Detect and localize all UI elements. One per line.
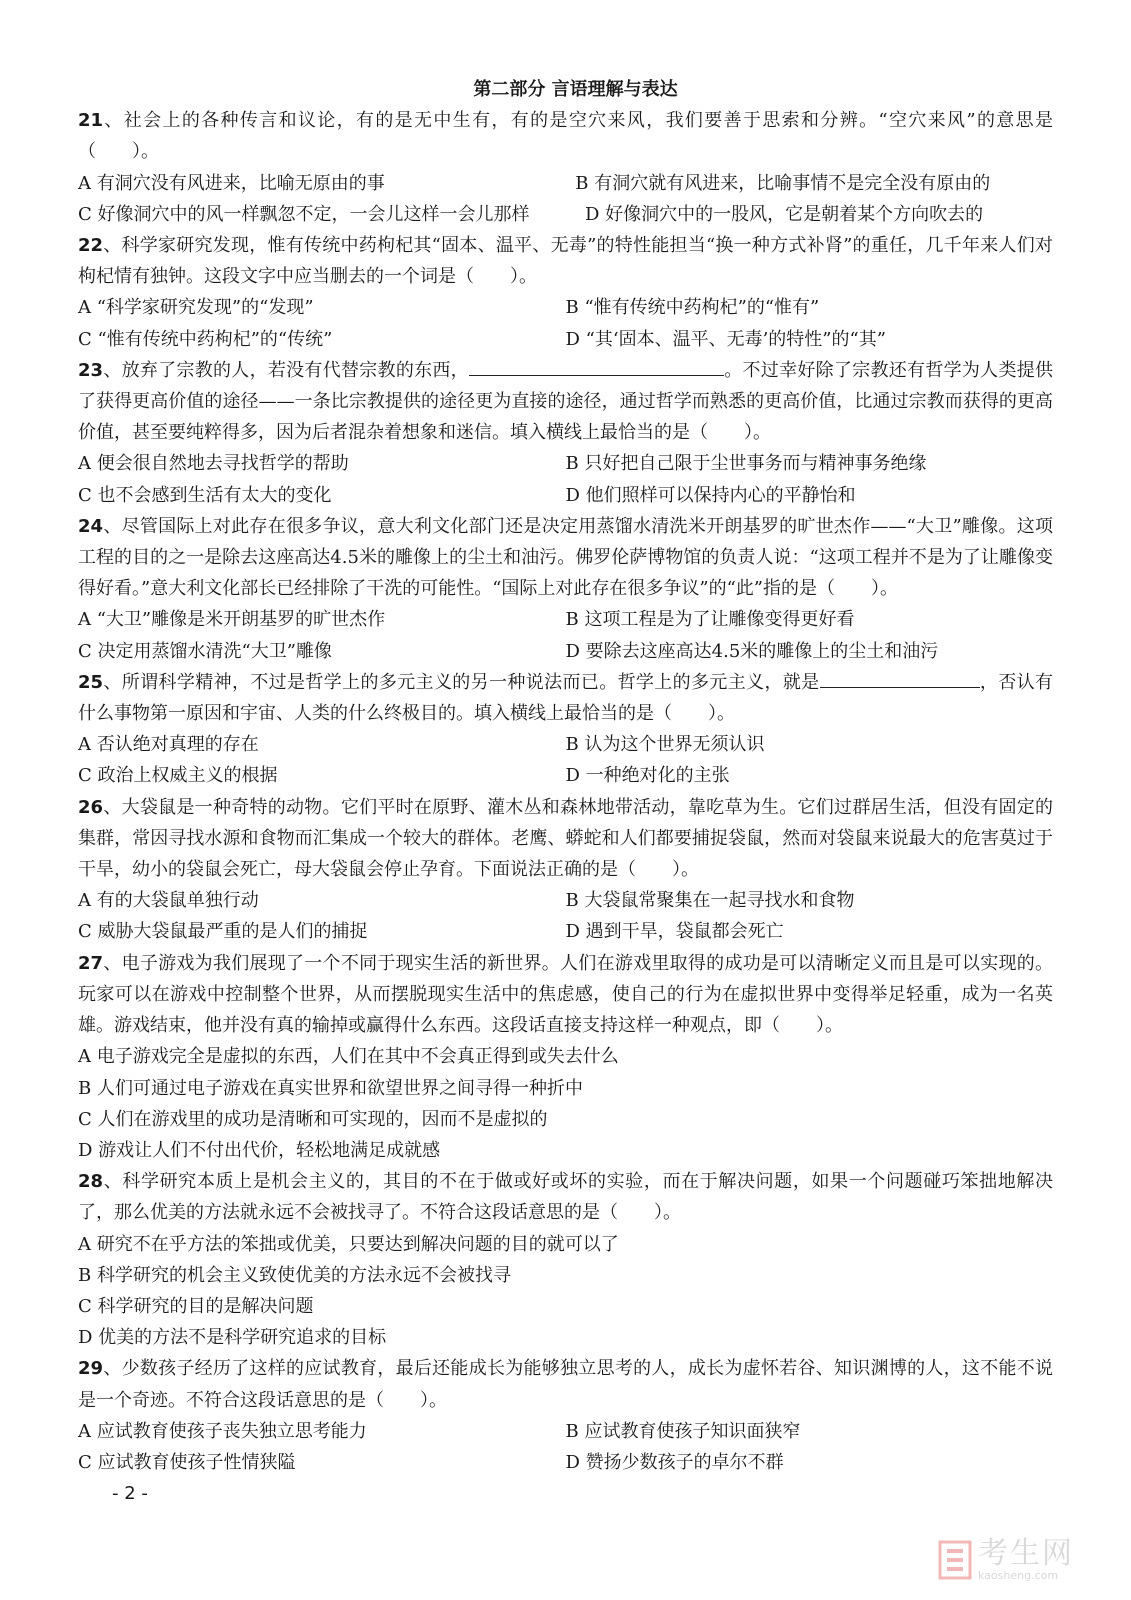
question-stem xyxy=(78,355,1053,449)
option-a[interactable]: A 应试教育使孩子丧失独立思考能力 xyxy=(78,1420,367,1442)
option-c[interactable]: C “惟有传统中药枸杞”的“传统” xyxy=(78,328,333,350)
option-b[interactable]: B 认为这个世界无须认识 xyxy=(565,734,765,756)
stem-text: 、电子游戏为我们展现了一个不同于现实生活的新世界。人们在游戏里取得的成功是可以清晰定义而且是可以实现的。玩家可以在游戏中控制整个世界，从而摆脱现实生活中的焦虑感，使自己的行为在虚拟世界中变得举足轻重，成为一名英雄。游戏结束，他并没有真的输掉或赢得什么东西。这段话直接支持这样一种观点，即（ ）。 xyxy=(78,952,1053,1037)
option-d[interactable]: D 他们照样可以保持内心的平静怡和 xyxy=(565,484,856,506)
stem-text: 、科学家研究发现，惟有传统中药枸杞其“固本、温平、无毒”的特性能担当“换一种方式补肾”的重任，几千年来人们对枸杞情有独钟。这段文字中应当删去的一个词是（ ）。 xyxy=(78,235,1053,288)
option-c[interactable]: C 人们在游戏里的成功是清晰和可实现的，因而不是虚拟的 xyxy=(78,1108,548,1130)
question-stem xyxy=(78,667,1053,729)
options xyxy=(78,1229,1053,1354)
option-d[interactable]: D 赞扬少数孩子的卓尔不群 xyxy=(565,1451,784,1473)
option-b[interactable]: B 大袋鼠常聚集在一起寻找水和食物 xyxy=(565,890,855,912)
stem-text: 、科学研究本质上是机会主义的，其目的不在于做或好或坏的实验，而在于解决问题，如果一个问题碰巧笨拙地解决了，那么优美的方法就永远不会被找寻了。不符合这段话意思的是（ ）。 xyxy=(78,1171,1053,1224)
options xyxy=(78,885,1053,947)
question-25 xyxy=(78,667,1053,792)
kaosheng-logo-icon xyxy=(938,1540,972,1580)
option-a[interactable]: A 有的大袋鼠单独行动 xyxy=(78,890,259,912)
options xyxy=(78,1041,1053,1166)
option-a[interactable]: A 否认绝对真理的存在 xyxy=(78,734,259,756)
question-29 xyxy=(78,1353,1053,1478)
options xyxy=(78,729,1053,791)
option-c[interactable]: C 也不会感到生活有太大的变化 xyxy=(78,484,332,506)
watermark-name: 考生网 xyxy=(978,1536,1074,1571)
stem-text: 、少数孩子经历了这样的应试教育，最后还能成长为能够独立思考的人，成长为虚怀若谷、知识渊博的人，这不能不说是一个奇迹。不符合这段话意思的是（ ）。 xyxy=(78,1358,1053,1411)
question-number: 22 xyxy=(78,235,104,257)
option-a[interactable]: A 有洞穴没有风进来，比喻无原由的事 xyxy=(78,172,385,194)
stem-text: 、社会上的各种传言和议论，有的是无中生有，有的是空穴来风，我们要善于思索和分辨。“空穴来风”的意思是（ ）。 xyxy=(78,110,1053,163)
fill-blank xyxy=(820,667,980,688)
question-stem xyxy=(78,230,1053,292)
question-stem xyxy=(78,105,1053,167)
section-title: 第二部分 言语理解与表达 xyxy=(473,79,678,100)
question-number: 28 xyxy=(78,1171,104,1193)
question-number: 27 xyxy=(78,952,104,974)
stem-text-after: ，否认有什么事物第一原因和宇宙、人类的什么终极目的。填入横线上最恰当的是（ ）。 xyxy=(78,671,1053,725)
options xyxy=(78,1416,1053,1478)
question-27 xyxy=(78,948,1053,1166)
option-a[interactable]: A 电子游戏完全是虚拟的东西，人们在其中不会真正得到或失去什么 xyxy=(78,1046,619,1068)
option-d[interactable]: D 好像洞穴中的一股风，它是朝着某个方向吹去的 xyxy=(585,203,984,225)
question-21 xyxy=(78,105,1053,230)
option-d[interactable]: D 游戏让人们不付出代价，轻松地满足成就感 xyxy=(78,1139,441,1161)
watermark xyxy=(938,1535,1114,1585)
question-stem xyxy=(78,1353,1053,1415)
question-28 xyxy=(78,1166,1053,1353)
stem-text-after: 。不过幸好除了宗教还有哲学为人类提供了获得更高价值的途径——一条比宗教提供的途径更为直接的途径，通过哲学而熟悉的更高价值，比通过宗教而获得的更高价值，甚至要纯粹得多，因为后者混杂着想象和迷信。填入横线上最恰当的是（ ）。 xyxy=(78,359,1053,444)
option-b[interactable]: B 有洞穴就有风进来，比喻事情不是完全没有原由的 xyxy=(575,172,991,194)
question-22 xyxy=(78,230,1053,355)
option-b[interactable]: B “惟有传统中药枸杞”的“惟有” xyxy=(565,297,820,319)
question-number: 29 xyxy=(78,1358,104,1380)
option-a[interactable]: A 便会很自然地去寻找哲学的帮助 xyxy=(78,453,349,475)
question-stem xyxy=(78,792,1053,886)
question-number: 26 xyxy=(78,796,104,818)
option-b[interactable]: B 应试教育使孩子知识面狭窄 xyxy=(565,1420,801,1442)
option-c[interactable]: C 威胁大袋鼠最严重的是人们的捕捉 xyxy=(78,921,368,943)
option-a[interactable]: A “科学家研究发现”的“发现” xyxy=(78,297,314,319)
option-d[interactable]: D 要除去这座高达4.5米的雕像上的尘土和油污 xyxy=(565,640,939,662)
option-c[interactable]: C 应试教育使孩子性情狭隘 xyxy=(78,1451,296,1473)
option-c[interactable]: C 科学研究的目的是解决问题 xyxy=(78,1295,314,1317)
option-d[interactable]: D 遇到干旱，袋鼠都会死亡 xyxy=(565,921,784,943)
option-b[interactable]: B 科学研究的机会主义致使优美的方法永远不会被找寻 xyxy=(78,1264,511,1286)
fill-blank xyxy=(469,355,724,376)
option-b[interactable]: B 只好把自己限于尘世事务而与精神事务绝缘 xyxy=(565,453,927,475)
option-a[interactable]: A “大卫”雕像是米开朗基罗的旷世杰作 xyxy=(78,609,386,631)
option-c[interactable]: C 好像洞穴中的风一样飘忽不定，一会儿这样一会儿那样 xyxy=(78,203,530,225)
page-number: - 2 - xyxy=(112,1483,148,1504)
question-number: 24 xyxy=(78,515,104,537)
options xyxy=(78,292,1053,354)
option-d[interactable]: D 优美的方法不是科学研究追求的目标 xyxy=(78,1327,387,1349)
options xyxy=(78,168,1053,230)
exam-page xyxy=(78,74,1053,1478)
question-23 xyxy=(78,355,1053,511)
option-a[interactable]: A 研究不在乎方法的笨拙或优美，只要达到解决问题的目的就可以了 xyxy=(78,1233,619,1255)
option-d[interactable]: D “其‘固本、温平、无毒’的特性”的“其” xyxy=(565,328,886,350)
options xyxy=(78,448,1053,510)
stem-text: 、尽管国际上对此存在很多争议，意大利文化部门还是决定用蒸馏水清洗米开朗基罗的旷世杰作——“大卫”雕像。这项工程的目的之一是除去这座高达4.5米的雕像上的尘土和油污。佛罗伦萨博物馆的负责人说：“这项工程并不是为了让雕像变得好看。”意大利文化部长已经排除了干洗的可能性。“国际上对此存在很多争议”的“此”指的是（ ）。 xyxy=(78,515,1053,600)
question-26 xyxy=(78,792,1053,948)
stem-text: 、大袋鼠是一种奇特的动物。它们平时在原野、灌木丛和森林地带活动，靠吃草为生。它们过群居生活，但没有固定的集群，常因寻找水源和食物而汇集成一个较大的群体。老鹰、蟒蛇和人们都要捕捉袋鼠，然而对袋鼠来说最大的危害莫过于干旱，幼小的袋鼠会死亡，母大袋鼠会停止孕育。下面说法正确的是（ ）。 xyxy=(78,796,1053,881)
option-d[interactable]: D 一种绝对化的主张 xyxy=(565,765,730,787)
question-stem xyxy=(78,948,1053,1042)
question-number: 21 xyxy=(78,110,104,132)
question-number: 25 xyxy=(78,671,104,693)
option-c[interactable]: C 决定用蒸馏水清洗“大卫”雕像 xyxy=(78,640,332,662)
watermark-text xyxy=(978,1538,1074,1582)
stem-text-before: 、所谓科学精神，不过是哲学上的多元主义的另一种说法而已。哲学上的多元主义，就是 xyxy=(103,671,820,693)
watermark-url: kaosheng.com xyxy=(978,1569,1059,1582)
question-stem xyxy=(78,1166,1053,1228)
question-24 xyxy=(78,511,1053,667)
option-b[interactable]: B 这项工程是为了让雕像变得更好看 xyxy=(565,609,855,631)
stem-text-before: 、放弃了宗教的人，若没有代替宗教的东西， xyxy=(103,359,469,381)
option-b[interactable]: B 人们可通过电子游戏在真实世界和欲望世界之间寻得一种折中 xyxy=(78,1077,583,1099)
option-c[interactable]: C 政治上权威主义的根据 xyxy=(78,765,278,787)
question-number: 23 xyxy=(78,359,104,381)
options xyxy=(78,604,1053,666)
question-stem xyxy=(78,511,1053,605)
